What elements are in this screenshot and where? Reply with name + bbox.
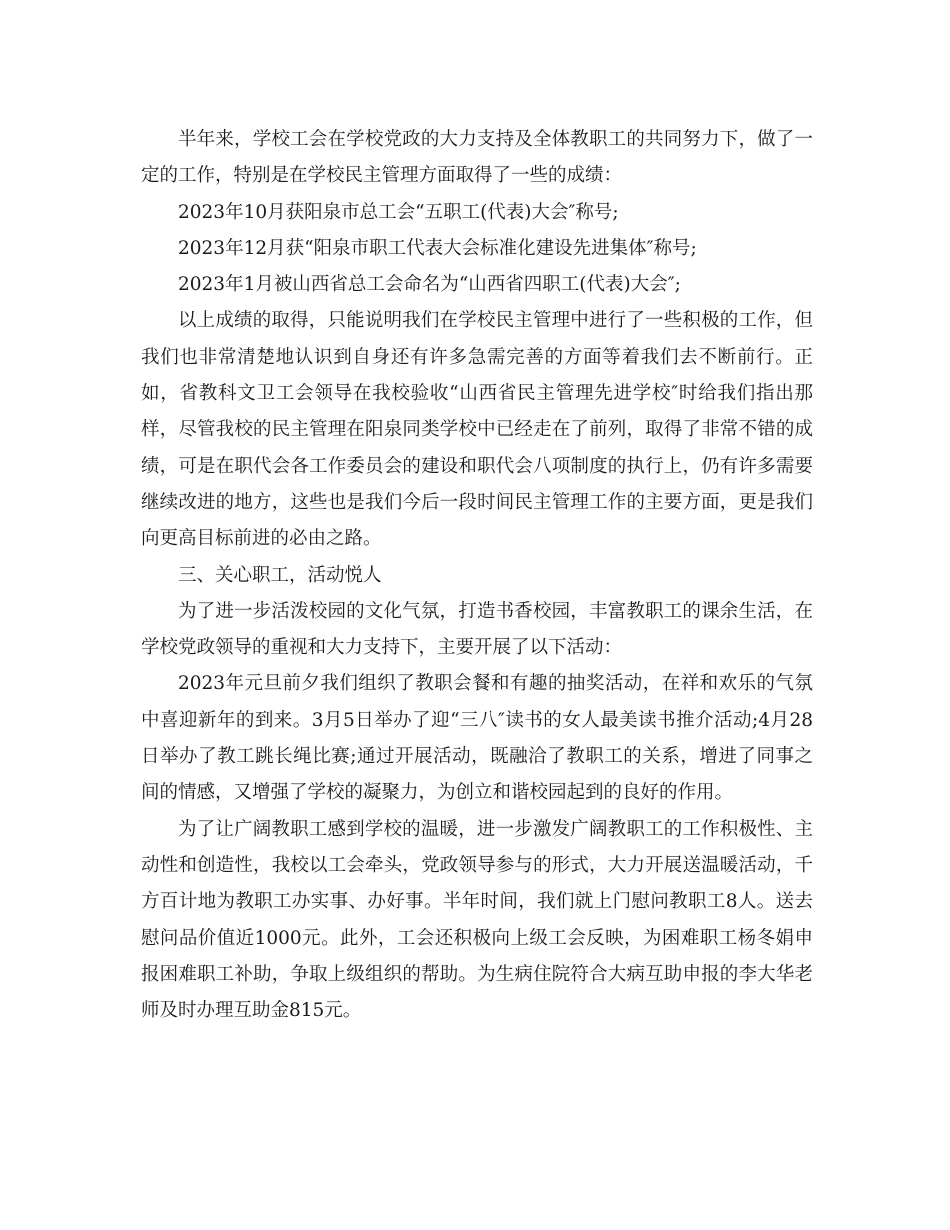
paragraph-award-3: 2023年1月被山西省总工会命名为“山西省四职工(代表)大会″;: [178, 274, 681, 296]
paragraph-activities-intro: 为了进一步活泼校园的文化气氛，打造书香校园，丰富教职工的课余生活，在学校党政领导的重视和大力支持下，主要开展了以下活动：: [141, 600, 813, 659]
paragraph-activities-detail: 2023年元旦前夕我们组织了教职会餐和有趣的抽奖活动，在祥和欢乐的气氛中喜迎新年的到来。3月5日举办了迎“三八″读书的女人最美读书推介活动;4月28日举办了教工跳长绳比赛;通过开展活动，既融洽了教职工的关系，增进了同事之间的情感，又增强了学校的凝聚力，为创立和谐校园起到的良好的作用。: [141, 673, 813, 804]
paragraph-reflection: 以上成绩的取得，只能说明我们在学校民主管理中进行了一些积极的工作，但我们也非常清楚地认识到自身还有许多急需完善的方面等着我们去不断前行。正如，省教科文卫工会领导在我校验收“山西省民主管理先进学校″时给我们指出那样，尽管我校的民主管理在阳泉同类学校中已经走在了前列，取得了非常不错的成绩，可是在职代会各工作委员会的建设和职代会八项制度的执行上，仍有许多需要继续改进的地方，这些也是我们今后一段时间民主管理工作的主要方面，更是我们向更高目标前进的必由之路。: [141, 310, 813, 550]
section-heading: 三、关心职工，活动悦人: [178, 564, 382, 586]
paragraph-award-2: 2023年12月获“阳泉市职工代表大会标准化建设先进集体″称号;: [178, 237, 697, 259]
paragraph-award-1: 2023年10月获阳泉市总工会“五职工(代表)大会″称号;: [178, 201, 619, 223]
paragraph-intro: 半年来，学校工会在学校党政的大力支持及全体教职工的共同努力下，做了一定的工作，特别是在学校民主管理方面取得了一些的成绩：: [141, 129, 813, 187]
document-body: [141, 122, 813, 1029]
paragraph-warmth: 为了让广阔教职工感到学校的温暖，进一步激发广阔教职工的工作积极性、主动性和创造性，我校以工会牵头，党政领导参与的形式，大力开展送温暖活动，千方百计地为教职工办实事、办好事。半年时间，我们就上门慰问教职工8人。送去慰问品价值近1000元。此外，工会还积极向上级工会反映，为困难职工杨冬娟申报困难职工补助，争取上级组织的帮助。为生病住院符合大病互助申报的李大华老师及时办理互助金815元。: [141, 818, 813, 1022]
